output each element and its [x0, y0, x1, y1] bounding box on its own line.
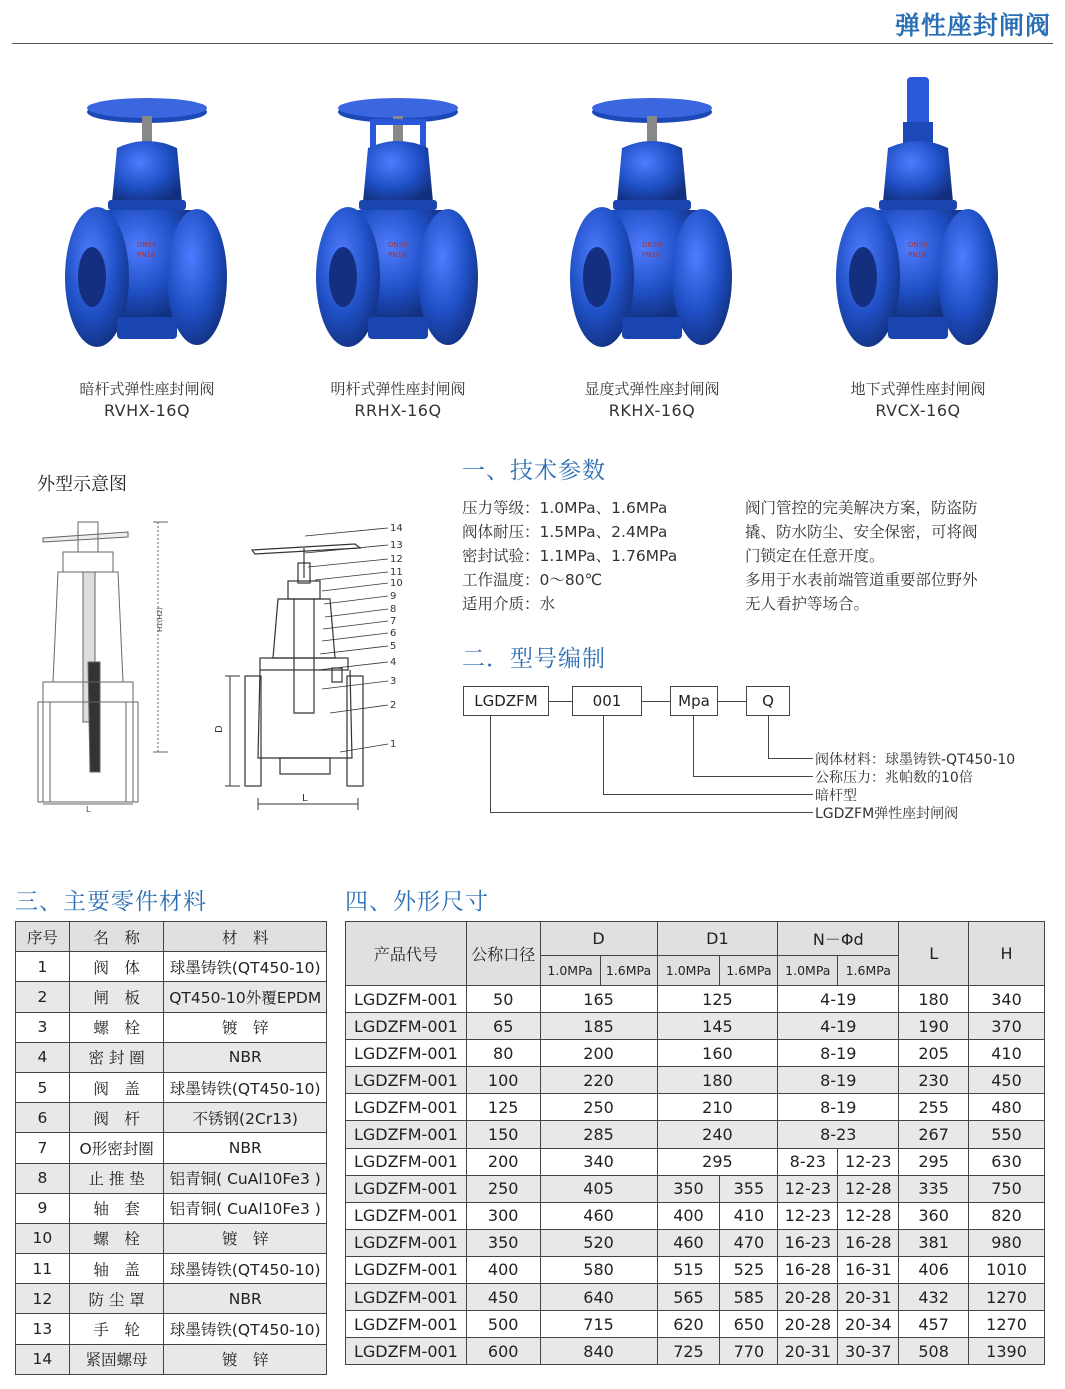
cell-d-10: 640: [540, 1284, 657, 1311]
model-box-material: Q: [746, 686, 790, 716]
callout-number: 5: [390, 641, 397, 652]
cell-d1-16: 585: [720, 1284, 778, 1311]
part-material: 镀 锌: [164, 1223, 327, 1253]
cell-l: 190: [899, 1013, 969, 1040]
cell-dn: 500: [466, 1311, 540, 1338]
spec-line: 阀体耐压：1.5MPa、2.4MPa: [462, 523, 668, 541]
header-name: 名 称: [69, 922, 164, 952]
product-name: 暗杆式弹性座封闸阀: [79, 380, 215, 398]
cell-dn: 65: [466, 1013, 540, 1040]
callout-number: 6: [390, 628, 397, 639]
header-material: 材 料: [164, 922, 327, 952]
cell-d1-10: 725: [657, 1338, 720, 1365]
cell-h: 370: [969, 1013, 1045, 1040]
cell-code: LGDZFM-001: [346, 1256, 467, 1283]
callout-leader: [308, 559, 388, 567]
cell-l: 508: [899, 1338, 969, 1365]
cell-dn: 450: [466, 1284, 540, 1311]
svg-text:DN50: DN50: [642, 241, 662, 249]
cell-n-10: 16-28: [778, 1256, 838, 1283]
cell-n-16: 30-37: [838, 1338, 899, 1365]
spec-line: 密封试验：1.1MPa、1.76MPa: [462, 547, 678, 565]
svg-text:DN50: DN50: [388, 241, 408, 249]
product-card: [273, 72, 523, 420]
callout-number: 2: [390, 700, 397, 711]
part-index: 7: [16, 1133, 70, 1163]
header-l: L: [899, 922, 969, 986]
note-line: 撬、防水防尘、安全保密，可将阀: [745, 523, 978, 541]
product-card: [793, 72, 1043, 420]
part-index: 9: [16, 1193, 70, 1223]
product-name: 明杆式弹性座封闸阀: [330, 380, 466, 398]
note-line: 无人看护等场合。: [745, 595, 870, 613]
cell-l: 381: [899, 1229, 969, 1256]
model-connector: [718, 701, 746, 702]
cell-l: 230: [899, 1067, 969, 1094]
model-label-pressure: 公称压力：兆帕数的10倍: [815, 770, 973, 786]
cell-d-10: 405: [540, 1175, 657, 1202]
cell-d1-16: 355: [720, 1175, 778, 1202]
part-material: 镀 锌: [164, 1012, 327, 1042]
callout-number: 13: [390, 540, 403, 551]
table-row: [346, 1148, 1045, 1175]
cell-n-16: 20-31: [838, 1284, 899, 1311]
part-name: 紧固螺母: [69, 1344, 164, 1374]
header-nphi: N－Φd: [778, 922, 899, 956]
cell-n-16: 12-28: [838, 1202, 899, 1229]
cell-dn: 125: [466, 1094, 540, 1121]
callout-leader: [305, 528, 388, 536]
table-row: [16, 982, 327, 1012]
callout-number: 9: [390, 591, 397, 602]
subheader: 1.6MPa: [838, 956, 899, 986]
model-leader: [693, 776, 813, 777]
table-row: [16, 1223, 327, 1253]
header-dn: 公称口径: [466, 922, 540, 986]
table-row: [346, 1013, 1045, 1040]
valve-image: [567, 72, 737, 372]
cell-d-10: 250: [540, 1094, 657, 1121]
spec-line: 压力等级：1.0MPa、1.6MPa: [462, 499, 668, 517]
header-d1: D1: [657, 922, 778, 956]
table-row: [346, 1229, 1045, 1256]
cell-l: 432: [899, 1284, 969, 1311]
table-row: [16, 1193, 327, 1223]
table-row: [346, 1121, 1045, 1148]
part-name: 螺 栓: [69, 1223, 164, 1253]
cell-l: 295: [899, 1148, 969, 1175]
table-header-row: [16, 922, 327, 952]
table-row: [346, 1094, 1045, 1121]
table-row: [16, 1344, 327, 1374]
callout-leader: [324, 596, 388, 604]
dims-table: [345, 921, 1045, 1365]
part-material: 球墨铸铁(QT450-10): [164, 1254, 327, 1284]
subheader: 1.0MPa: [657, 956, 720, 986]
cell-l: 180: [899, 986, 969, 1013]
dim-l-label-right: L: [302, 793, 308, 804]
part-index: 4: [16, 1042, 70, 1072]
cell-d1-16: 770: [720, 1338, 778, 1365]
dim-d-label: D: [214, 725, 225, 733]
part-index: 14: [16, 1344, 70, 1374]
cell-h: 1010: [969, 1256, 1045, 1283]
parts-title: 三、主要零件材料: [15, 889, 207, 915]
cell-code: LGDZFM-001: [346, 1040, 467, 1067]
cell-h: 630: [969, 1148, 1045, 1175]
header-d: D: [540, 922, 657, 956]
part-name: 闸 板: [69, 982, 164, 1012]
cell-n-16: 12-23: [838, 1148, 899, 1175]
cell-h: 1390: [969, 1338, 1045, 1365]
part-name: O形密封圈: [69, 1133, 164, 1163]
diagram-title: 外型示意图: [37, 474, 127, 495]
cell-n-10: 12-23: [778, 1175, 838, 1202]
cell-n-10: 12-23: [778, 1202, 838, 1229]
cell-dn: 600: [466, 1338, 540, 1365]
note-line: 阀门管控的完美解决方案，防盗防: [745, 499, 978, 517]
header-rule: [12, 43, 1053, 44]
cell-d-10: 285: [540, 1121, 657, 1148]
cell-d1-16: 650: [720, 1311, 778, 1338]
table-row: [16, 1072, 327, 1102]
part-name: 阀 杆: [69, 1103, 164, 1133]
cell-code: LGDZFM-001: [346, 1121, 467, 1148]
dim-l-label-left: L: [86, 805, 91, 812]
callout-leader: [325, 609, 388, 617]
cell-h: 1270: [969, 1284, 1045, 1311]
product-card: [527, 72, 777, 420]
product-model: RVHX-16Q: [103, 401, 191, 420]
cell-code: LGDZFM-001: [346, 1013, 467, 1040]
cell-dn: 150: [466, 1121, 540, 1148]
cell-d-10: 715: [540, 1311, 657, 1338]
cell-n-16: 16-31: [838, 1256, 899, 1283]
part-material: 镀 锌: [164, 1344, 327, 1374]
cell-l: 335: [899, 1175, 969, 1202]
subheader: 1.6MPa: [720, 956, 778, 986]
table-row: [16, 1012, 327, 1042]
parts-drawing-right: [210, 518, 410, 813]
product-model: RRHX-16Q: [354, 401, 442, 420]
tech-title: 一、技术参数: [462, 458, 606, 484]
model-label-stem: 暗杆型: [815, 788, 857, 804]
cell-l: 457: [899, 1311, 969, 1338]
callout-number: 8: [390, 604, 397, 615]
cell-n-10: 4-19: [778, 1013, 899, 1040]
svg-text:PN16: PN16: [388, 251, 407, 259]
part-material: NBR: [164, 1133, 327, 1163]
model-title: 二．型号编制: [462, 646, 606, 672]
cell-d-10: 460: [540, 1202, 657, 1229]
cell-d1-10: 460: [657, 1229, 720, 1256]
table-row: [16, 1163, 327, 1193]
part-name: 阀 体: [69, 952, 164, 982]
table-row: [16, 1314, 327, 1344]
header-index: 序号: [16, 922, 70, 952]
table-row: [16, 1284, 327, 1314]
cell-l: 267: [899, 1121, 969, 1148]
table-row: [346, 986, 1045, 1013]
part-material: 球墨铸铁(QT450-10): [164, 952, 327, 982]
model-leader: [490, 812, 813, 813]
table-row: [16, 1103, 327, 1133]
callout-leader: [318, 662, 388, 670]
cell-n-16: 12-28: [838, 1175, 899, 1202]
model-label-series: LGDZFM弹性座封闸阀: [815, 806, 959, 822]
cell-h: 820: [969, 1202, 1045, 1229]
svg-text:PN16: PN16: [642, 251, 661, 259]
part-index: 5: [16, 1072, 70, 1102]
callout-leader: [322, 633, 388, 641]
part-material: 铝青铜( CuAl10Fe3 ): [164, 1163, 327, 1193]
cell-dn: 80: [466, 1040, 540, 1067]
cell-d-10: 340: [540, 1148, 657, 1175]
product-model: RVCX-16Q: [875, 401, 961, 420]
cell-d1-16: 525: [720, 1256, 778, 1283]
cell-code: LGDZFM-001: [346, 1311, 467, 1338]
cell-dn: 400: [466, 1256, 540, 1283]
table-header-row: [346, 922, 1045, 956]
cell-n-10: 16-23: [778, 1229, 838, 1256]
svg-text:PN16: PN16: [137, 251, 156, 259]
part-material: 铝青铜( CuAl10Fe3 ): [164, 1193, 327, 1223]
cell-d1-10: 400: [657, 1202, 720, 1229]
parts-table: [15, 921, 327, 1375]
note-line: 门锁定在任意开度。: [745, 547, 885, 565]
model-leader: [603, 794, 813, 795]
svg-text:DN50: DN50: [137, 241, 157, 249]
part-name: 轴 套: [69, 1193, 164, 1223]
valve-image: [62, 72, 232, 372]
callout-number: 1: [390, 739, 397, 750]
cell-h: 480: [969, 1094, 1045, 1121]
cell-code: LGDZFM-001: [346, 1202, 467, 1229]
cell-h: 450: [969, 1067, 1045, 1094]
part-material: NBR: [164, 1284, 327, 1314]
cell-dn: 300: [466, 1202, 540, 1229]
cell-h: 410: [969, 1040, 1045, 1067]
cell-n-10: 8-23: [778, 1121, 899, 1148]
part-material: NBR: [164, 1042, 327, 1072]
cell-h: 980: [969, 1229, 1045, 1256]
table-row: [346, 1284, 1045, 1311]
subheader: 1.6MPa: [600, 956, 657, 986]
model-connector: [642, 701, 670, 702]
part-index: 13: [16, 1314, 70, 1344]
part-index: 8: [16, 1163, 70, 1193]
cell-d1-16: 470: [720, 1229, 778, 1256]
header-code: 产品代号: [346, 922, 467, 986]
model-leader: [490, 716, 491, 812]
part-index: 11: [16, 1254, 70, 1284]
callout-number: 3: [390, 676, 397, 687]
model-leader: [603, 716, 604, 794]
callout-number: 7: [390, 616, 397, 627]
callout-number: 14: [390, 523, 403, 534]
cell-n-10: 8-19: [778, 1040, 899, 1067]
callout-number: 10: [390, 578, 403, 589]
cell-code: LGDZFM-001: [346, 986, 467, 1013]
cell-n-10: 20-28: [778, 1311, 838, 1338]
part-index: 10: [16, 1223, 70, 1253]
cell-n-16: 16-28: [838, 1229, 899, 1256]
part-name: 防 尘 罩: [69, 1284, 164, 1314]
cell-l: 205: [899, 1040, 969, 1067]
table-row: [16, 1133, 327, 1163]
callout-leader: [320, 646, 388, 654]
callout-leader: [315, 572, 388, 580]
cell-d1-10: 145: [657, 1013, 778, 1040]
model-label-material: 阀体材料：球墨铸铁-QT450-10: [815, 752, 1016, 768]
cell-d1-16: 410: [720, 1202, 778, 1229]
table-row: [16, 1254, 327, 1284]
cell-dn: 50: [466, 986, 540, 1013]
spec-line: 工作温度：0～80℃: [462, 571, 602, 589]
part-name: 止 推 垫: [69, 1163, 164, 1193]
table-row: [346, 1040, 1045, 1067]
cell-d1-10: 160: [657, 1040, 778, 1067]
cell-d1-10: 125: [657, 986, 778, 1013]
dims-title: 四、外形尺寸: [345, 889, 489, 915]
product-name: 地下式弹性座封闸阀: [850, 380, 986, 398]
cell-h: 550: [969, 1121, 1045, 1148]
callout-number: 11: [390, 567, 403, 578]
cell-d-10: 165: [540, 986, 657, 1013]
header-h: H: [969, 922, 1045, 986]
model-box-pressure: Mpa: [670, 686, 718, 716]
cell-dn: 350: [466, 1229, 540, 1256]
part-material: 球墨铸铁(QT450-10): [164, 1072, 327, 1102]
table-row: [346, 1311, 1045, 1338]
cell-d-10: 220: [540, 1067, 657, 1094]
model-box-series: LGDZFM: [463, 686, 549, 716]
subheader: 1.0MPa: [540, 956, 600, 986]
subheader: 1.0MPa: [778, 956, 838, 986]
cell-d1-10: 210: [657, 1094, 778, 1121]
cell-d-10: 200: [540, 1040, 657, 1067]
part-name: 阀 盖: [69, 1072, 164, 1102]
cell-d1-10: 620: [657, 1311, 720, 1338]
cell-code: LGDZFM-001: [346, 1284, 467, 1311]
product-model: RKHX-16Q: [608, 401, 696, 420]
part-name: 密 封 圈: [69, 1042, 164, 1072]
model-connector: [549, 701, 572, 702]
cell-code: LGDZFM-001: [346, 1148, 467, 1175]
cell-d1-10: 350: [657, 1175, 720, 1202]
callout-number: 12: [390, 554, 403, 565]
section-drawing-left: [28, 512, 183, 812]
part-index: 3: [16, 1012, 70, 1042]
cell-code: LGDZFM-001: [346, 1067, 467, 1094]
cell-d-10: 520: [540, 1229, 657, 1256]
cell-d-10: 580: [540, 1256, 657, 1283]
valve-image: [833, 72, 1003, 372]
model-leader: [693, 716, 694, 776]
spec-line: 适用介质：水: [462, 595, 556, 613]
header-title: 弹性座封闸阀: [894, 11, 1051, 40]
model-box-code: 001: [572, 686, 642, 716]
cell-n-10: 20-28: [778, 1284, 838, 1311]
part-material: QT450-10外覆EPDM: [164, 982, 327, 1012]
tech-note: [745, 496, 1005, 616]
cell-d-10: 185: [540, 1013, 657, 1040]
model-leader: [768, 758, 813, 759]
cell-d-10: 840: [540, 1338, 657, 1365]
cell-n-10: 20-31: [778, 1338, 838, 1365]
table-row: [346, 1338, 1045, 1365]
cell-dn: 200: [466, 1148, 540, 1175]
cell-h: 1270: [969, 1311, 1045, 1338]
cell-d1-10: 515: [657, 1256, 720, 1283]
part-name: 轴 盖: [69, 1254, 164, 1284]
cell-n-10: 8-19: [778, 1094, 899, 1121]
table-row: [346, 1256, 1045, 1283]
cell-dn: 100: [466, 1067, 540, 1094]
callout-leader: [322, 583, 388, 591]
cell-code: LGDZFM-001: [346, 1094, 467, 1121]
cell-n-10: 8-19: [778, 1067, 899, 1094]
product-name: 显度式弹性座封闸阀: [584, 380, 720, 398]
table-row: [346, 1202, 1045, 1229]
cell-code: LGDZFM-001: [346, 1175, 467, 1202]
cell-l: 255: [899, 1094, 969, 1121]
part-material: 不锈钢(2Cr13): [164, 1103, 327, 1133]
part-name: 手 轮: [69, 1314, 164, 1344]
part-index: 2: [16, 982, 70, 1012]
part-index: 6: [16, 1103, 70, 1133]
cell-n-10: 4-19: [778, 986, 899, 1013]
tech-spec-list: [462, 496, 677, 616]
cell-d1-10: 295: [657, 1148, 778, 1175]
product-card: [22, 72, 272, 420]
cell-d1-10: 180: [657, 1067, 778, 1094]
cell-code: LGDZFM-001: [346, 1338, 467, 1365]
cell-dn: 250: [466, 1175, 540, 1202]
part-index: 12: [16, 1284, 70, 1314]
table-row: [16, 952, 327, 982]
table-row: [346, 1175, 1045, 1202]
table-row: [16, 1042, 327, 1072]
cell-l: 360: [899, 1202, 969, 1229]
part-name: 螺 栓: [69, 1012, 164, 1042]
cell-d1-10: 565: [657, 1284, 720, 1311]
part-material: 球墨铸铁(QT450-10): [164, 1314, 327, 1344]
note-line: 多用于水表前端管道重要部位野外: [745, 571, 978, 589]
cell-n-16: 20-34: [838, 1311, 899, 1338]
cell-n-10: 8-23: [778, 1148, 838, 1175]
cell-code: LGDZFM-001: [346, 1229, 467, 1256]
valve-image: [313, 72, 483, 372]
cell-h: 340: [969, 986, 1045, 1013]
callout-number: 4: [390, 657, 397, 668]
svg-text:PN16: PN16: [908, 251, 927, 259]
svg-text:DN50: DN50: [908, 241, 928, 249]
dim-h-label: H1(H2): [156, 607, 164, 632]
part-index: 1: [16, 952, 70, 982]
cell-l: 406: [899, 1256, 969, 1283]
callout-leader: [330, 705, 388, 713]
cell-d1-10: 240: [657, 1121, 778, 1148]
model-leader: [768, 716, 769, 758]
cell-h: 750: [969, 1175, 1045, 1202]
table-row: [346, 1067, 1045, 1094]
